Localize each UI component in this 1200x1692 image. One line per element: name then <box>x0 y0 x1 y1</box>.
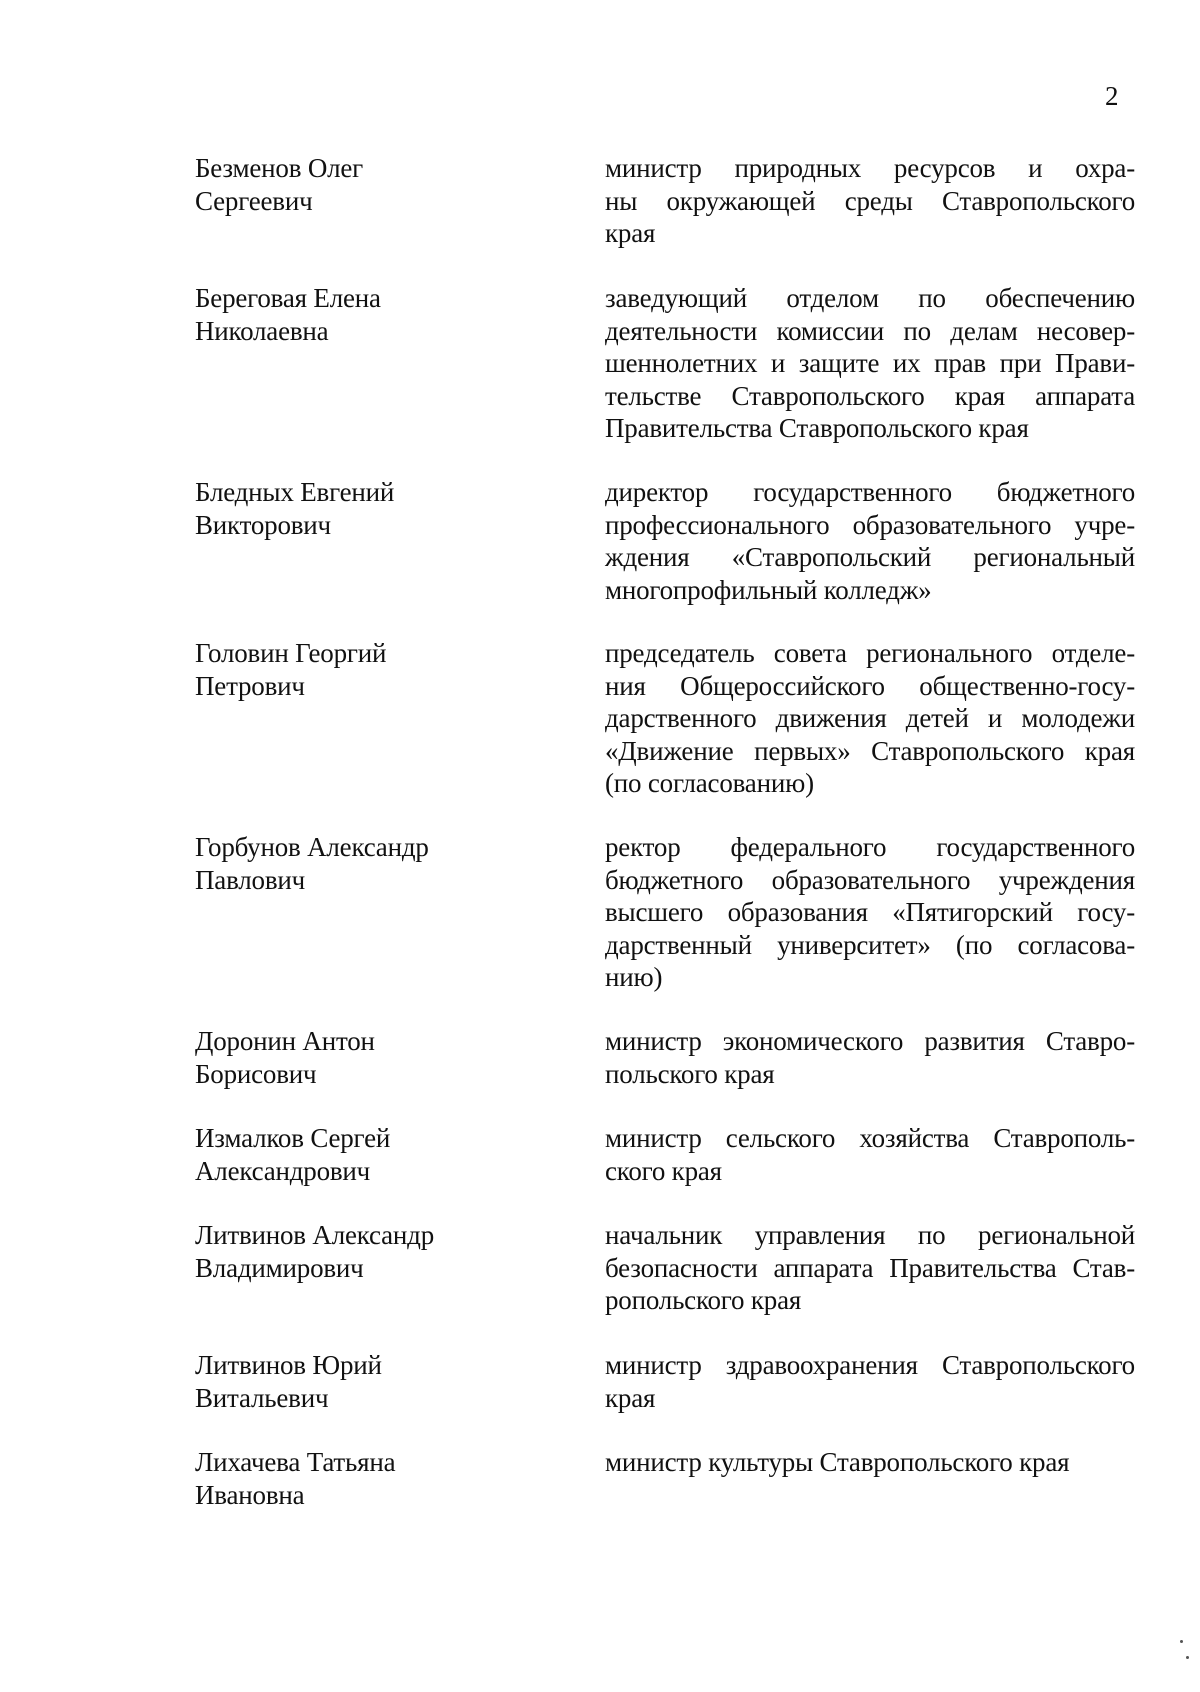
member-name-line: Лихачева Татьяна <box>195 1447 396 1477</box>
member-position-line: польского края <box>605 1058 775 1089</box>
member-name-line: Головин Георгий <box>195 638 387 668</box>
member-name-line: Ивановна <box>195 1479 305 1510</box>
member-position-line: бюджетного образовательного учреждения <box>605 864 1135 895</box>
member-position-line: ния Общероссийского общественно-госу- <box>605 670 1135 701</box>
member-position <box>605 1219 1135 1317</box>
member-position-line: безопасности аппарата Правительства Став- <box>605 1252 1135 1283</box>
member-position-line: края <box>605 218 656 248</box>
member-position <box>605 282 1135 445</box>
member-position-line: ректор федерального государственного <box>605 832 1135 862</box>
member-name-line: Литвинов Александр <box>195 1220 434 1250</box>
member-name <box>195 831 555 896</box>
member-position <box>605 1025 1135 1090</box>
member-name-line: Павлович <box>195 864 306 895</box>
member-name-line: Измалков Сергей <box>195 1123 391 1153</box>
member-name <box>195 476 555 541</box>
member-name <box>195 152 555 217</box>
member-position-line: председатель совета регионального отделе- <box>605 638 1135 668</box>
member-position-line: министр природных ресурсов и охра- <box>605 153 1135 183</box>
member-position-line: края <box>605 1382 656 1413</box>
member-name-line: Береговая Елена <box>195 283 381 313</box>
member-name <box>195 637 555 702</box>
member-name <box>195 1446 555 1511</box>
member-name-line: Борисович <box>195 1058 317 1089</box>
member-name-line: Викторович <box>195 509 331 540</box>
member-position-line: ны окружающей среды Ставропольского <box>605 185 1135 216</box>
member-position-line: высшего образования «Пятигорский госу- <box>605 897 1135 927</box>
member-position <box>605 476 1135 606</box>
member-position <box>605 1349 1135 1414</box>
member-name <box>195 1219 555 1284</box>
member-position-line: многопрофильный колледж» <box>605 574 932 605</box>
member-position-line: шеннолетних и защите их прав при Прави- <box>605 348 1135 378</box>
member-name <box>195 1025 555 1090</box>
member-position-line: тельстве Ставропольского края аппарата <box>605 380 1135 411</box>
member-position-line: министр здравоохранения Ставропольского <box>605 1350 1135 1380</box>
member-position-line: начальник управления по региональной <box>605 1220 1135 1250</box>
member-position-line: министр сельского хозяйства Ставрополь- <box>605 1123 1135 1153</box>
page-number: 2 <box>1105 81 1119 111</box>
member-position-line: директор государственного бюджетного <box>605 477 1135 507</box>
member-position-line: дарственного движения детей и молодежи <box>605 703 1135 733</box>
member-position-line: заведующий отделом по обеспечению <box>605 283 1135 313</box>
member-position-line: деятельности комиссии по делам несовер- <box>605 315 1135 346</box>
member-position <box>605 1122 1135 1187</box>
member-name-line: Сергеевич <box>195 185 313 216</box>
member-position-line: (по согласованию) <box>605 768 814 798</box>
member-name-line: Литвинов Юрий <box>195 1350 382 1380</box>
member-name <box>195 1349 555 1414</box>
member-position-line: Правительства Ставропольского края <box>605 413 1029 443</box>
member-name-line: Доронин Антон <box>195 1026 375 1056</box>
member-position-line: «Движение первых» Ставропольского края <box>605 735 1135 766</box>
member-position <box>605 637 1135 800</box>
member-position-line: министр экономического развития Ставро- <box>605 1026 1135 1056</box>
scan-speck <box>1180 1640 1183 1643</box>
member-name-line: Владимирович <box>195 1252 364 1283</box>
scan-speck <box>1186 1656 1189 1659</box>
member-name <box>195 282 555 347</box>
member-name-line: Бледных Евгений <box>195 477 395 507</box>
member-name-line: Петрович <box>195 670 305 701</box>
member-position <box>605 1446 1135 1479</box>
member-position <box>605 831 1135 994</box>
member-name-line: Александрович <box>195 1155 371 1186</box>
member-name-line: Горбунов Александр <box>195 832 429 862</box>
member-position-line: профессионального образовательного учре- <box>605 509 1135 540</box>
member-position-line: ждения «Ставропольский региональный <box>605 542 1135 572</box>
member-position <box>605 152 1135 250</box>
member-name-line: Витальевич <box>195 1382 329 1413</box>
member-name-line: Безменов Олег <box>195 153 364 183</box>
member-position-line: нию) <box>605 962 663 992</box>
member-position-line: дарственный университет» (по согласова- <box>605 929 1135 960</box>
member-position-line: ропольского края <box>605 1285 802 1315</box>
member-position-line: министр культуры Ставропольского края <box>605 1447 1070 1477</box>
member-name <box>195 1122 555 1187</box>
member-name-line: Николаевна <box>195 315 329 346</box>
member-position-line: ского края <box>605 1155 722 1186</box>
